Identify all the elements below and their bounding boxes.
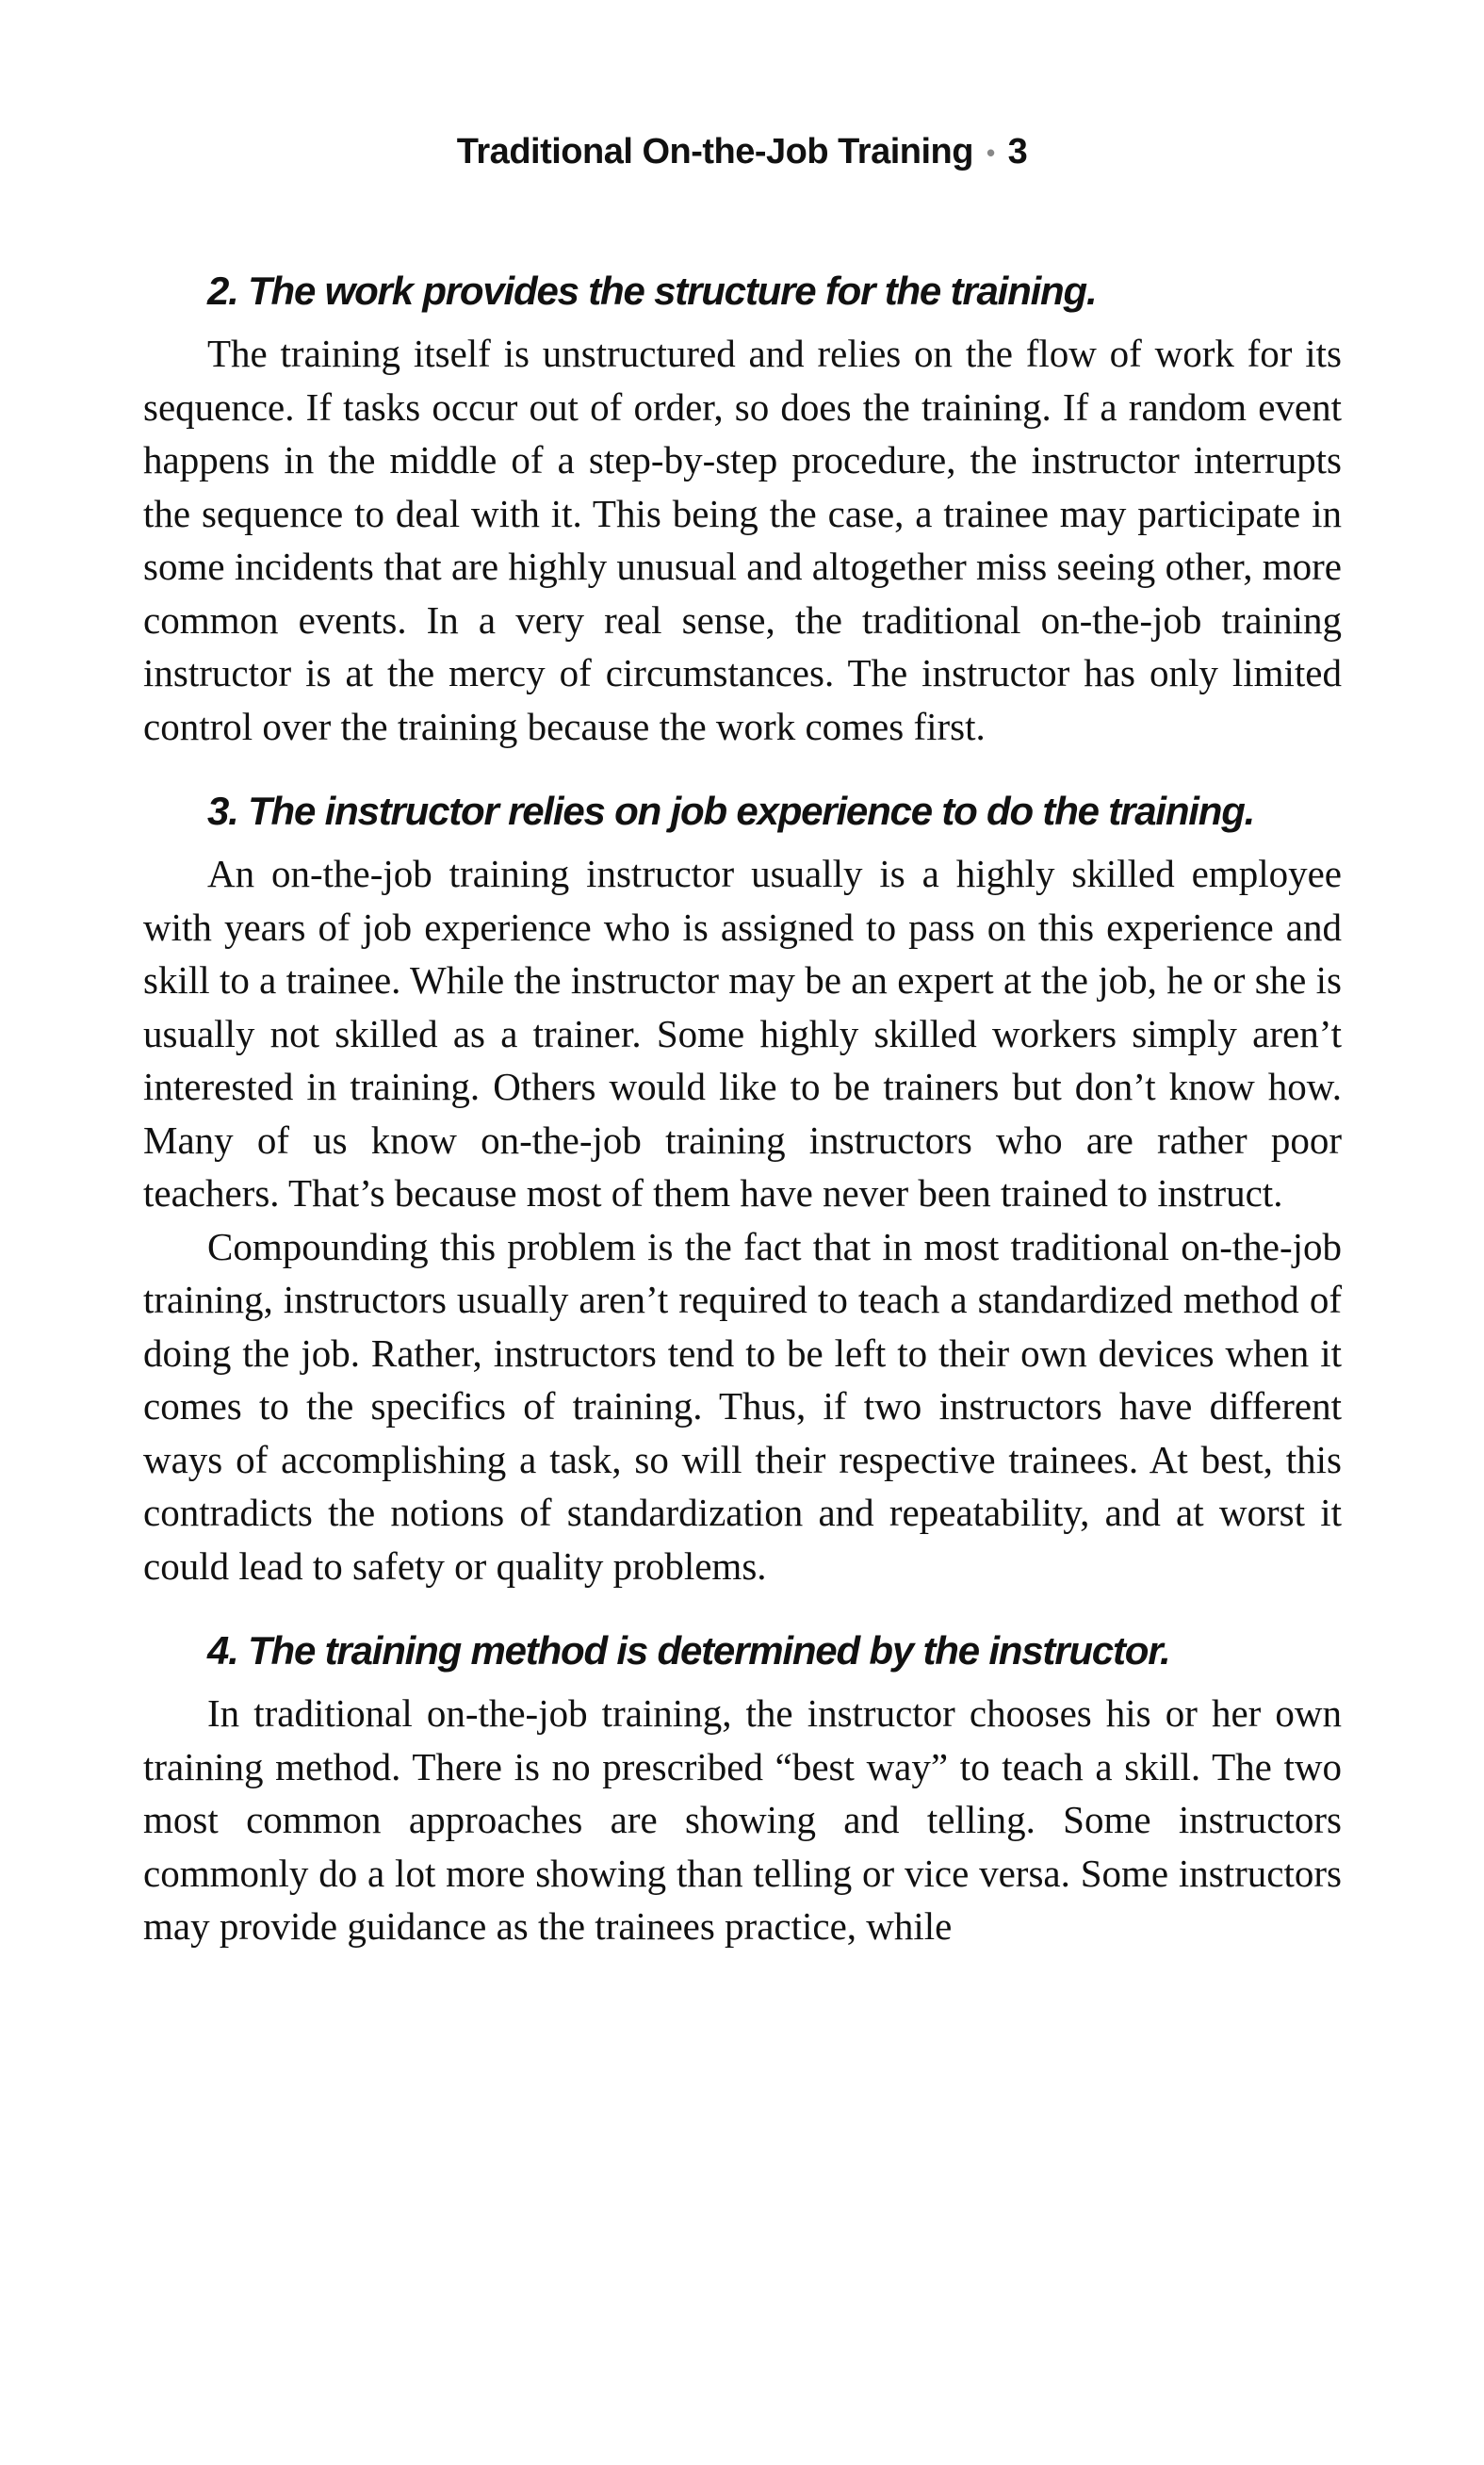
paragraph: In traditional on-the-job training, the instructor chooses his or her own training method. There is no prescribed “best way” to teach a skill. The two most common approaches are showing and telling. Some instructors commonly do a lot more showing than telling or vice versa. Some instructors may provide guidance as the trainees practice, while xyxy=(143,1691,1342,1948)
section-heading: 3. The instructor relies on job experience to do the training. xyxy=(207,789,1255,833)
page-number: 3 xyxy=(1007,132,1028,171)
paragraph: The training itself is unstructured and relies on the flow of work for its sequence. If tasks occur out of order, so does the training. If a random event happens in the middle of a step-by-step procedure, the instructor interrupts the sequence to deal with it. This being the case, a trainee may participate in some incidents that are highly unusual and altogether miss seeing other, more common events. In a very real sense, the traditional on-the-job training instructor is at the mercy of circumstances. The instructor has only limited control over the training because the work comes first. xyxy=(143,332,1342,748)
bullet-separator: • xyxy=(986,139,995,168)
section-4 xyxy=(143,1628,1342,1953)
section-heading: 4. The training method is determined by the instructor. xyxy=(207,1628,1170,1673)
section-heading: 2. The work provides the structure for the training. xyxy=(207,269,1097,313)
paragraph: Compounding this problem is the fact that in most traditional on-the-job training, instructors usually aren’t required to teach a standardized method of doing the job. Rather, instructors tend to be left to their own devices when it comes to the specifics of training. Thus, if two instructors have different ways of accomplishing a task, so will their respective trainees. At best, this contradicts the notions of standardization and repeatability, and at worst it could lead to safety or quality problems. xyxy=(143,1224,1342,1588)
paragraph: An on-the-job training instructor usually is a highly skilled employee with years of job experience who is assigned to pass on this experience and skill to a trainee. While the instructor may be an expert at the job, he or she is usually not skilled as a trainer. Some highly skilled workers simply aren’t interested in training. Others would like to be trainers but don’t know how. Many of us know on-the-job training instructors who are rather poor teachers. That’s because most of them have never been trained to instruct. xyxy=(143,852,1342,1215)
running-title: Traditional On-the-Job Training xyxy=(456,132,973,171)
running-header xyxy=(0,132,1484,172)
section-2 xyxy=(143,269,1342,753)
body-text xyxy=(143,269,1342,1953)
section-3 xyxy=(143,789,1342,1592)
